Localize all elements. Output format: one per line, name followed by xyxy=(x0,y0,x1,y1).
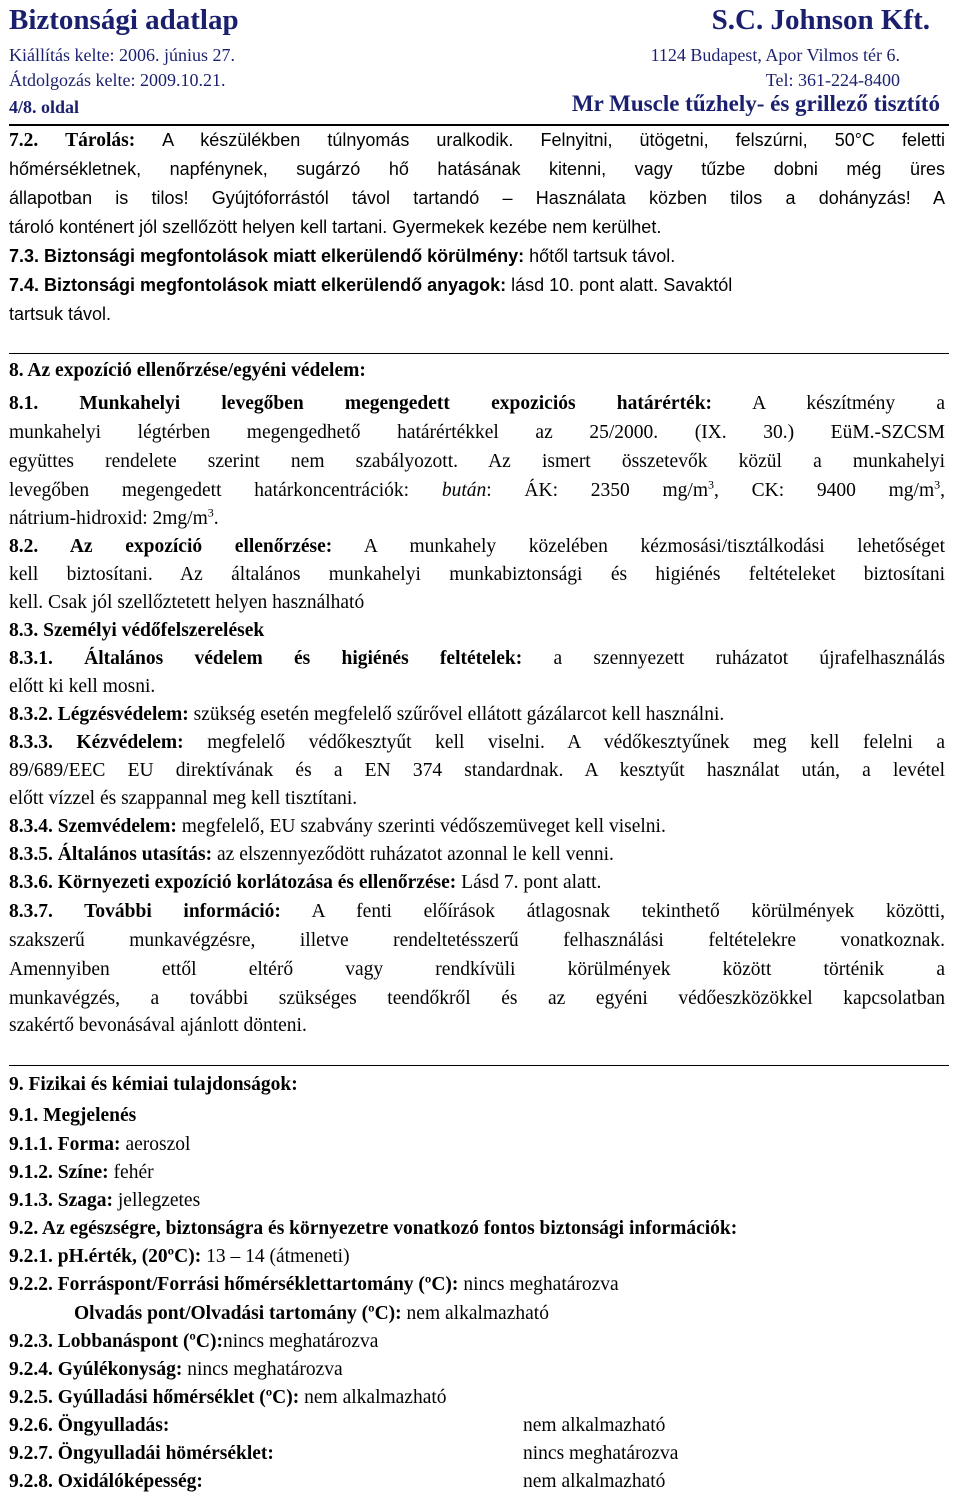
s81-line1 xyxy=(9,390,945,419)
s837-line4: munkavégzés, a további szükséges teendőkről és az egyéni védőeszközökkel kapcsolatban xyxy=(9,988,945,1009)
s81-line5: nátrium-hidroxid: $2mg/m^3$. xyxy=(9,505,219,529)
s926-label: 9.2.6. Öngyulladás: xyxy=(9,1415,170,1436)
s928-label: 9.2.8. Oxidálóképesség: xyxy=(9,1471,203,1492)
s831-line1: 8.3.1. Általános védelem és higiénés feltételek: a szennyezett ruházatot újrafelhasználás xyxy=(9,648,946,669)
s924-line: 9.2.4. Gyúlékonyság: nincs meghatározva xyxy=(9,1359,343,1380)
s72-line1 xyxy=(9,126,945,156)
s82-line1: 8.2. Az expozíció ellenőrzése: A munkahely közelében kézmosási/tisztálkodási lehetőséget xyxy=(9,536,945,557)
s72-line3: állapotban is tilos! Gyújtóforrástól távol tartandó – Használata közben tilos a dohányzás! A xyxy=(9,188,945,208)
s835-line: 8.3.5. Általános utasítás: az elszennyeződött ruházatot azonnal le kell venni. xyxy=(9,844,614,865)
s72-line2: hőmérsékletnek, napfénynek, sugárzó hő hatásának kitenni, vagy tűzbe dobni még üres xyxy=(9,159,945,179)
s72-text: A készülékben túlnyomás uralkodik. Felnyitni, ütögetni, felszúrni, 50°C feletti xyxy=(162,130,946,150)
s837-line5: szakértő bevonásával ajánlott dönteni. xyxy=(9,1015,307,1036)
s831-line2: előtt ki kell mosni. xyxy=(9,676,156,697)
s927-value: nincs meghatározva xyxy=(523,1443,679,1464)
page-number: 4/8. oldal xyxy=(9,97,80,117)
s835-label: 8.3.5. Általános utasítás: xyxy=(9,844,213,865)
s83-heading: 8.3. Személyi védőfelszerelések xyxy=(9,620,265,641)
issue-date: Kiállítás kelte: 2006. június 27. xyxy=(9,45,235,65)
s833-line1: 8.3.3. Kézvédelem: megfelelő védőkesztyűt kell viselni. A védőkesztyűnek meg kell felelni a xyxy=(9,732,945,753)
s832-line: 8.3.2. Légzésvédelem: szükség esetén megfelelő szűrővel ellátott gázálarcot kell használni. xyxy=(9,704,725,725)
company-phone: Tel: 361-224-8400 xyxy=(765,70,900,90)
s912-line: 9.1.2. Színe: fehér xyxy=(9,1162,154,1183)
s831-label: 8.3.1. Általános védelem és higiénés feltételek: xyxy=(9,648,523,669)
company-name: S.C. Johnson Kft. xyxy=(711,4,930,36)
s82-line3: kell. Csak jól szellőztetett helyen használható xyxy=(9,592,365,613)
s74-line xyxy=(9,271,945,300)
s74-line2: tartsuk távol. xyxy=(9,304,112,324)
s833-label: 8.3.3. Kézvédelem: xyxy=(9,732,184,753)
s9-heading: 9. Fizikai és kémiai tulajdonságok: xyxy=(9,1074,298,1095)
s911-line: 9.1.1. Forma: aeroszol xyxy=(9,1134,191,1155)
s74-text: lásd 10. pont alatt. Savaktól xyxy=(511,275,733,295)
s833-line2: 89/689/EEC EU direktívának és a EN 374 standardnak. A kesztyűt használat után, a levétel xyxy=(9,760,945,781)
s8-heading: 8. Az expozíció ellenőrzése/egyéni védelem: xyxy=(9,360,366,381)
s837-line3: Amennyiben ettől eltérő vagy rendkívüli körülmények között történik a xyxy=(9,959,945,980)
product-name: Mr Muscle tűzhely- és grillező tisztító xyxy=(571,91,940,116)
s926-value: nem alkalmazható xyxy=(523,1415,666,1436)
s927-label: 9.2.7. Öngyulladái hömérséklet: xyxy=(9,1443,274,1464)
s82-label: 8.2. Az expozíció ellenőrzése: xyxy=(9,536,333,557)
s834-label: 8.3.4. Szemvédelem: xyxy=(9,816,177,837)
s81-line4: levegőben megengedett határkoncentrációk: bután: ÁK: 2350 $mg/m^3$, CK: 9400 $mg/m^3$, xyxy=(9,477,945,501)
s921-line: 9.2.1. pH.érték, (20ºC): 13 – 14 (átmeneti) xyxy=(9,1246,350,1267)
s74-label: 7.4. Biztonsági megfontolások miatt elkerülendő anyagok: xyxy=(9,275,507,295)
s833-line3: előtt vízzel és szappannal meg kell tisztítani. xyxy=(9,788,358,809)
s81-line2: munkahelyi légtérben megengedhető határértékkel az 25/2000. (IX. 30.) EüM.-SZCSM xyxy=(9,422,945,443)
s922-line: 9.2.2. Forráspont/Forrási hőmérséklettartomány (ºC): nincs meghatározva xyxy=(9,1274,619,1295)
s81-label: 8.1. Munkahelyi levegőben megengedett expoziciós határérték: xyxy=(9,393,713,414)
s82-line2: kell biztosítani. Az általános munkahelyi munkabiztonsági és higiénés feltételeket biztosítani xyxy=(9,564,945,585)
s923-line: 9.2.3. Lobbanáspont (ºC):nincs meghatározva xyxy=(9,1331,379,1352)
s836-line: 8.3.6. Környezeti expozíció korlátozása és ellenőrzése: Lásd 7. pont alatt. xyxy=(9,872,602,893)
s837-line1: 8.3.7. További információ: A fenti előírások átlagosnak tekinthető körülmények közötti, xyxy=(9,901,945,922)
s81-line3: együttes rendelete szerint nem szabályozott. Az ismert összetevők közül a munkahelyi xyxy=(9,451,945,472)
s837-line2: szakszerű munkavégzésre, illetve rendeltetésszerű felhasználási feltételekre vonatkoznak. xyxy=(9,930,945,951)
s832-label: 8.3.2. Légzésvédelem: xyxy=(9,704,189,725)
s837-label: 8.3.7. További információ: xyxy=(9,901,281,922)
revision-date: Átdolgozás kelte: 2009.10.21. xyxy=(9,70,226,90)
s925-line: 9.2.5. Gyúlladási hőmérséklet (ºC): nem alkalmazható xyxy=(9,1387,447,1408)
s72-label: Tárolás: xyxy=(65,130,136,151)
s72-num: 7.2. xyxy=(9,130,39,151)
s73-label: 7.3. Biztonsági megfontolások miatt elkerülendő körülmény: xyxy=(9,246,525,266)
section8-divider xyxy=(9,353,949,354)
s836-label: 8.3.6. Környezeti expozíció korlátozása és ellenőrzése: xyxy=(9,872,457,893)
section9-divider xyxy=(9,1065,949,1066)
s73-text: hőtől tartsuk távol. xyxy=(529,246,676,266)
company-address: 1124 Budapest, Apor Vilmos tér 6. xyxy=(650,45,900,65)
s922b-line: Olvadás pont/Olvadási tartomány (ºC): nem alkalmazható xyxy=(74,1303,549,1324)
document-title: Biztonsági adatlap xyxy=(9,4,239,36)
s72-line4: tároló konténert jól szellőzött helyen kell tartani. Gyermekek kezébe nem kerülhet. xyxy=(9,217,662,237)
s81-text: A készítmény a xyxy=(752,393,945,414)
s913-line: 9.1.3. Szaga: jellegzetes xyxy=(9,1190,201,1211)
s91-heading: 9.1. Megjelenés xyxy=(9,1105,137,1126)
s92-heading: 9.2. Az egészségre, biztonságra és környezetre vonatkozó fontos biztonsági információk: xyxy=(9,1218,738,1239)
s73-line xyxy=(9,242,945,271)
s928-value: nem alkalmazható xyxy=(523,1471,666,1492)
s834-line: 8.3.4. Szemvédelem: megfelelő, EU szabvány szerinti védőszemüveget kell viselni. xyxy=(9,816,666,837)
